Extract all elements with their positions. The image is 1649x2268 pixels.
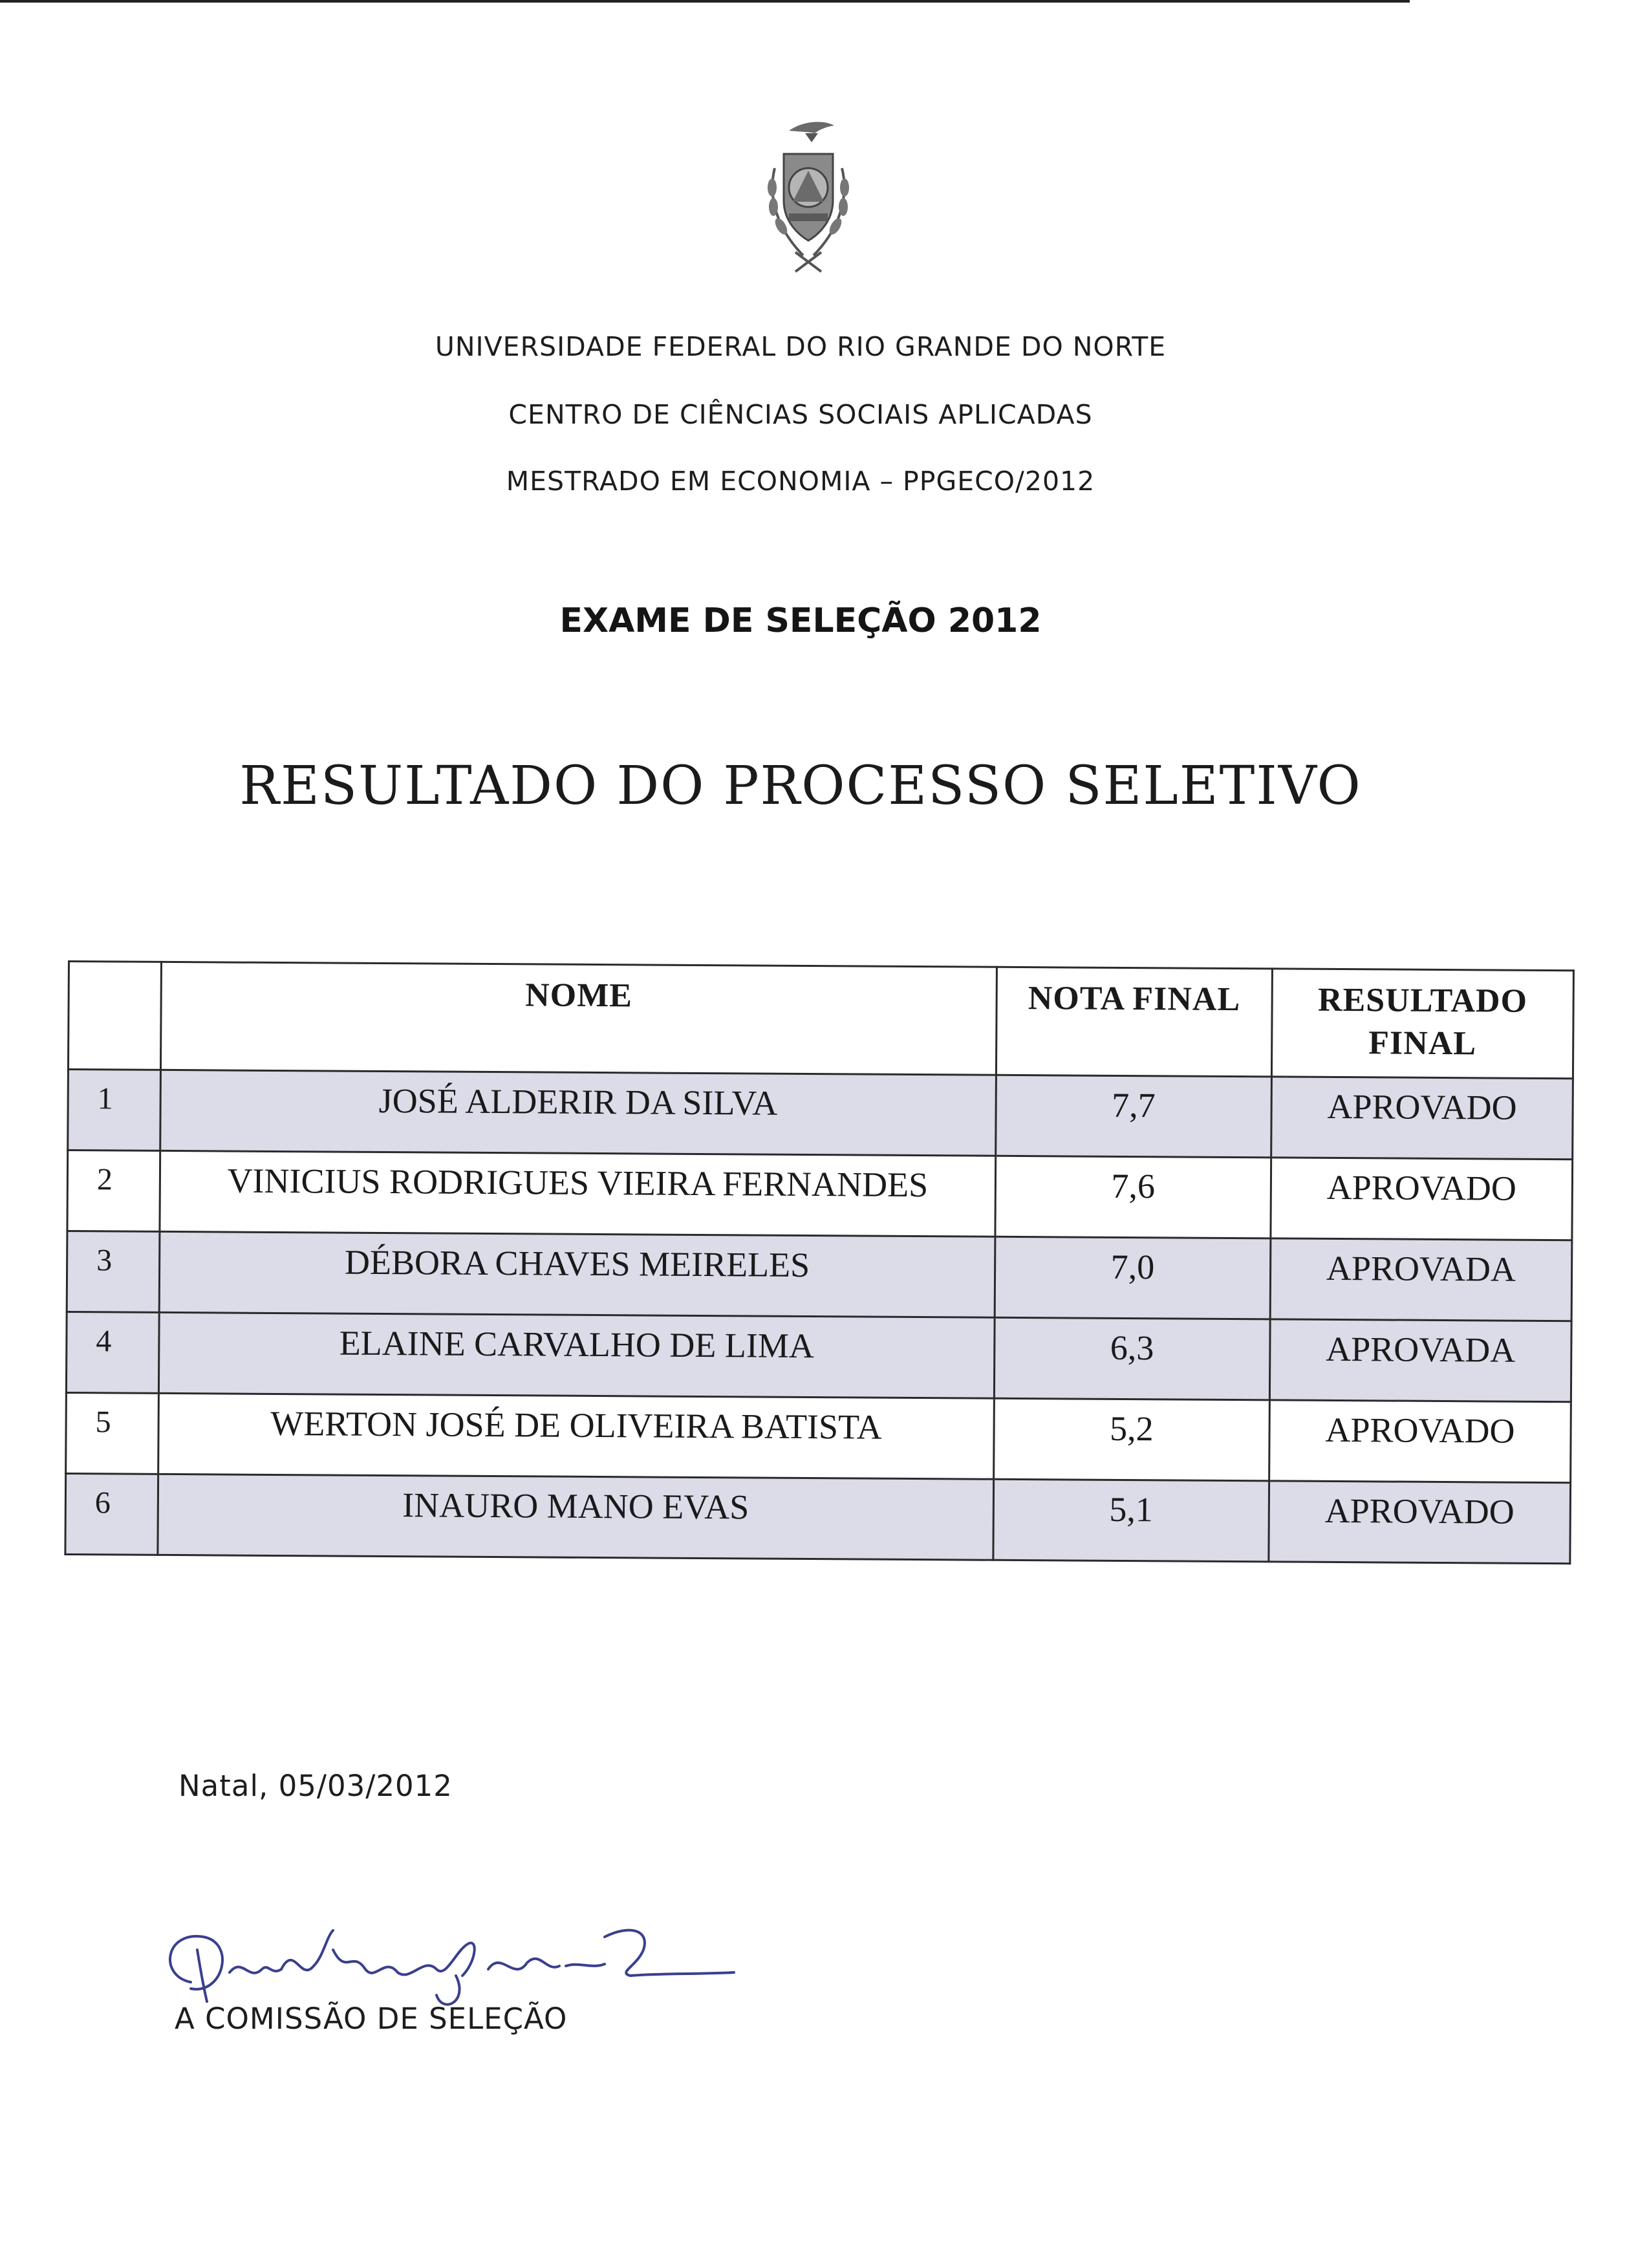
row-number: 1 bbox=[68, 1070, 161, 1151]
table-row bbox=[65, 1473, 1571, 1563]
top-border-line bbox=[0, 0, 1410, 3]
final-score: 7,6 bbox=[995, 1156, 1271, 1238]
final-result: APROVADA bbox=[1269, 1319, 1571, 1402]
header-score: NOTA FINAL bbox=[996, 967, 1272, 1077]
table-row bbox=[67, 1150, 1573, 1240]
program-name: MESTRADO EM ECONOMIA – PPGECO/2012 bbox=[506, 466, 1095, 497]
document-title: RESULTADO DO PROCESSO SELETIVO bbox=[239, 755, 1362, 817]
final-score: 5,2 bbox=[993, 1398, 1269, 1481]
header-name: NOME bbox=[160, 962, 997, 1075]
header-result: RESULTADO FINAL bbox=[1271, 969, 1573, 1079]
final-result: APROVADO bbox=[1269, 1400, 1571, 1483]
candidate-name: INAURO MANO EVAS bbox=[158, 1474, 994, 1560]
table-row bbox=[66, 1392, 1571, 1482]
final-score: 5,1 bbox=[993, 1479, 1269, 1562]
table-header-row bbox=[68, 962, 1573, 1079]
committee-signature-label: A COMISSÃO DE SELEÇÃO bbox=[175, 2002, 568, 2036]
place-and-date: Natal, 05/03/2012 bbox=[178, 1769, 453, 1803]
table-row bbox=[67, 1231, 1572, 1321]
table-row bbox=[66, 1312, 1571, 1401]
candidate-name: JOSÉ ALDERIR DA SILVA bbox=[160, 1070, 997, 1156]
row-number: 6 bbox=[65, 1473, 158, 1555]
final-score: 6,3 bbox=[994, 1317, 1270, 1400]
candidate-name: ELAINE CARVALHO DE LIMA bbox=[158, 1312, 995, 1398]
final-result: APROVADO bbox=[1269, 1481, 1571, 1564]
final-score: 7,0 bbox=[995, 1237, 1271, 1319]
final-score: 7,7 bbox=[996, 1075, 1272, 1158]
final-result: APROVADO bbox=[1271, 1077, 1573, 1160]
candidate-name: WERTON JOSÉ DE OLIVEIRA BATISTA bbox=[158, 1393, 995, 1479]
university-crest-icon bbox=[744, 116, 873, 278]
results-table bbox=[64, 960, 1575, 1564]
candidate-name: DÉBORA CHAVES MEIRELES bbox=[159, 1231, 995, 1317]
row-number: 5 bbox=[66, 1392, 159, 1474]
university-name: UNIVERSIDADE FEDERAL DO RIO GRANDE DO NORTE bbox=[435, 331, 1167, 362]
table-row bbox=[68, 1070, 1573, 1160]
candidate-name: VINICIUS RODRIGUES VIEIRA FERNANDES bbox=[160, 1150, 996, 1237]
row-number: 3 bbox=[67, 1231, 160, 1313]
row-number: 4 bbox=[66, 1312, 159, 1393]
header-number bbox=[68, 962, 161, 1070]
exam-title: EXAME DE SELEÇÃO 2012 bbox=[559, 601, 1042, 640]
final-result: APROVADA bbox=[1270, 1238, 1572, 1321]
center-name: CENTRO DE CIÊNCIAS SOCIAIS APLICADAS bbox=[508, 399, 1093, 430]
row-number: 2 bbox=[67, 1150, 160, 1232]
final-result: APROVADO bbox=[1271, 1158, 1573, 1240]
